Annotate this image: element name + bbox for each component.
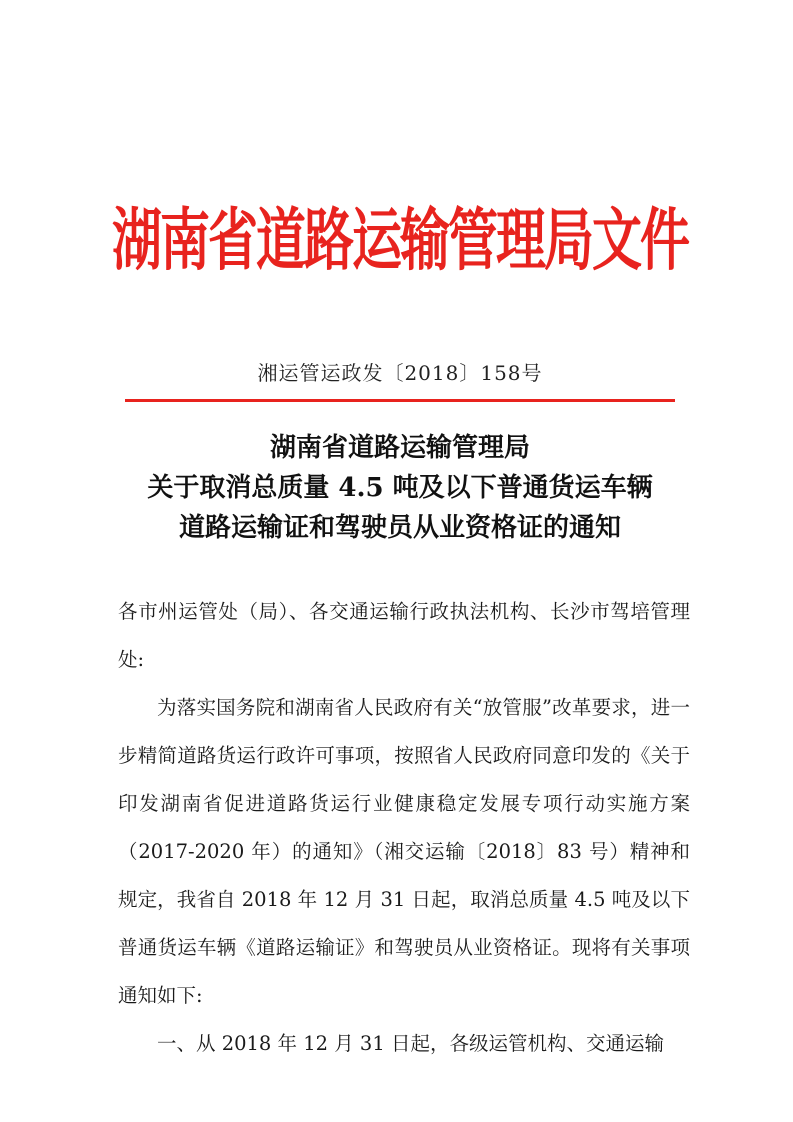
red-divider-rule (125, 399, 675, 402)
document-title (60, 428, 740, 548)
document-body (118, 588, 690, 1068)
document-number: 湘运管运政发〔2018〕158号 (257, 361, 543, 385)
title-line-2: 关于取消总质量 4.5 吨及以下普通货运车辆 (147, 473, 653, 503)
title-line-3: 道路运输证和驾驶员从业资格证的通知 (178, 513, 621, 543)
issuer-banner: 湖南省道路运输管理局文件 (112, 201, 688, 280)
body-paragraph-2: 一、从 2018 年 12 月 31 日起，各级运管机构、交通运输 (157, 1032, 664, 1055)
salutation: 各市州运管处（局）、各交通运输行政执法机构、长沙市驾培管理处: (118, 600, 690, 671)
body-paragraph-1: 为落实国务院和湖南省人民政府有关“放管服”改革要求，进一步精简道路货运行政许可事项，按照省人民政府同意印发的《关于印发湖南省促进道路货运行业健康稳定发展专项行动实施方案（2017-2020 年）的通知》（湘交运输〔2018〕83 号）精神和规定，我省自 2018 年 12 月 31 日起，取消总质量 4.5 吨及以下普通货运车辆《道路运输证》和驾驶员从业资格证。现将有关事项通知如下: (118, 696, 690, 1007)
title-line-1: 湖南省道路运输管理局 (269, 433, 530, 463)
